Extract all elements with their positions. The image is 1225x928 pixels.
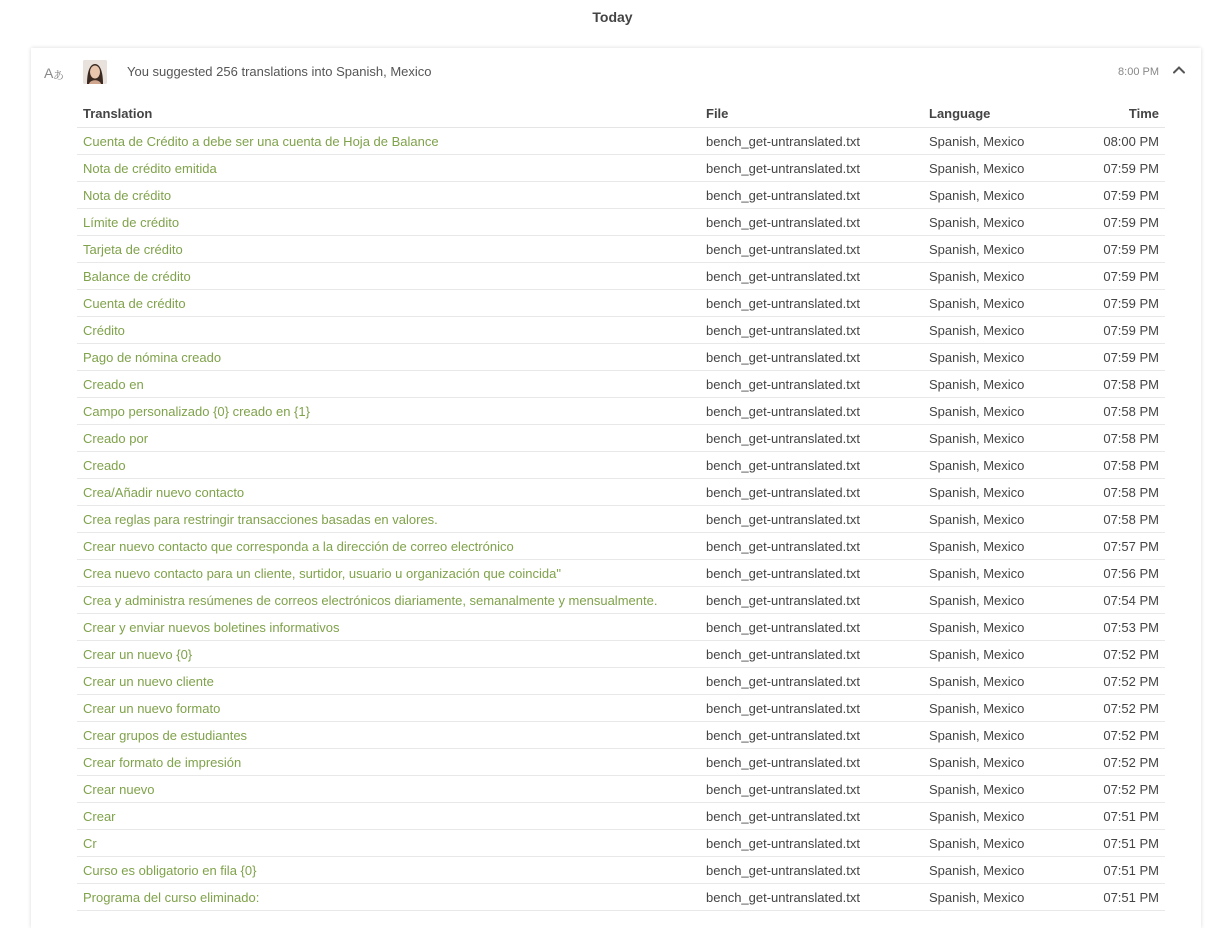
language-cell: Spanish, Mexico [923, 155, 1079, 182]
time-cell: 07:54 PM [1079, 587, 1165, 614]
table-row [77, 560, 1165, 587]
table-row [77, 668, 1165, 695]
table-row [77, 209, 1165, 236]
time-cell: 07:52 PM [1079, 641, 1165, 668]
time-cell: 07:58 PM [1079, 479, 1165, 506]
language-cell: Spanish, Mexico [923, 695, 1079, 722]
table-row [77, 128, 1165, 155]
table-row [77, 425, 1165, 452]
translation-link[interactable]: Creado por [77, 425, 700, 452]
table-row [77, 155, 1165, 182]
language-cell: Spanish, Mexico [923, 857, 1079, 884]
translation-link[interactable]: Creado [77, 452, 700, 479]
time-cell: 07:59 PM [1079, 290, 1165, 317]
time-cell: 07:53 PM [1079, 614, 1165, 641]
language-cell: Spanish, Mexico [923, 182, 1079, 209]
translation-link[interactable]: Crear un nuevo formato [77, 695, 700, 722]
file-cell: bench_get-untranslated.txt [700, 128, 923, 155]
translation-link[interactable]: Balance de crédito [77, 263, 700, 290]
translation-link[interactable]: Crea y administra resúmenes de correos electrónicos diariamente, semanalmente y mensualmente. [77, 587, 700, 614]
time-cell: 07:52 PM [1079, 695, 1165, 722]
file-cell: bench_get-untranslated.txt [700, 263, 923, 290]
language-cell: Spanish, Mexico [923, 452, 1079, 479]
time-cell: 07:52 PM [1079, 668, 1165, 695]
table-row [77, 803, 1165, 830]
table-row [77, 587, 1165, 614]
time-cell: 08:00 PM [1079, 128, 1165, 155]
language-cell: Spanish, Mexico [923, 317, 1079, 344]
time-cell: 07:58 PM [1079, 425, 1165, 452]
table-row [77, 749, 1165, 776]
translation-link[interactable]: Crear un nuevo cliente [77, 668, 700, 695]
time-cell: 07:52 PM [1079, 776, 1165, 803]
table-row [77, 884, 1165, 911]
language-cell: Spanish, Mexico [923, 209, 1079, 236]
language-cell: Spanish, Mexico [923, 236, 1079, 263]
file-cell: bench_get-untranslated.txt [700, 344, 923, 371]
translation-link[interactable]: Nota de crédito [77, 182, 700, 209]
table-row [77, 533, 1165, 560]
language-cell: Spanish, Mexico [923, 641, 1079, 668]
file-cell: bench_get-untranslated.txt [700, 182, 923, 209]
file-cell: bench_get-untranslated.txt [700, 776, 923, 803]
chevron-up-icon[interactable] [1171, 62, 1187, 78]
language-cell: Spanish, Mexico [923, 425, 1079, 452]
svg-text:A: A [44, 65, 54, 81]
language-cell: Spanish, Mexico [923, 398, 1079, 425]
file-cell: bench_get-untranslated.txt [700, 614, 923, 641]
language-cell: Spanish, Mexico [923, 506, 1079, 533]
translation-link[interactable]: Cr [77, 830, 700, 857]
column-header-language: Language [923, 100, 1079, 128]
file-cell: bench_get-untranslated.txt [700, 371, 923, 398]
table-row [77, 452, 1165, 479]
file-cell: bench_get-untranslated.txt [700, 803, 923, 830]
time-cell: 07:52 PM [1079, 722, 1165, 749]
language-cell: Spanish, Mexico [923, 749, 1079, 776]
activity-header [31, 48, 1201, 96]
file-cell: bench_get-untranslated.txt [700, 722, 923, 749]
file-cell: bench_get-untranslated.txt [700, 857, 923, 884]
table-row [77, 317, 1165, 344]
activity-summary: You suggested 256 translations into Spanish, Mexico [127, 64, 432, 79]
time-cell: 07:59 PM [1079, 182, 1165, 209]
translation-link[interactable]: Crear y enviar nuevos boletines informativos [77, 614, 700, 641]
file-cell: bench_get-untranslated.txt [700, 398, 923, 425]
translation-link[interactable]: Crea reglas para restringir transacciones basadas en valores. [77, 506, 700, 533]
time-cell: 07:59 PM [1079, 236, 1165, 263]
language-cell: Spanish, Mexico [923, 884, 1079, 911]
column-header-translation: Translation [77, 100, 700, 128]
table-row [77, 506, 1165, 533]
file-cell: bench_get-untranslated.txt [700, 587, 923, 614]
language-cell: Spanish, Mexico [923, 776, 1079, 803]
time-cell: 07:58 PM [1079, 371, 1165, 398]
file-cell: bench_get-untranslated.txt [700, 425, 923, 452]
language-cell: Spanish, Mexico [923, 371, 1079, 398]
column-header-time: Time [1079, 100, 1165, 128]
translation-link[interactable]: Campo personalizado {0} creado en {1} [77, 398, 700, 425]
table-row [77, 398, 1165, 425]
file-cell: bench_get-untranslated.txt [700, 749, 923, 776]
translation-link[interactable]: Creado en [77, 371, 700, 398]
translation-link[interactable]: Cuenta de Crédito a debe ser una cuenta de Hoja de Balance [77, 128, 700, 155]
translation-link[interactable]: Pago de nómina creado [77, 344, 700, 371]
table-header-row [77, 100, 1165, 128]
time-cell: 07:59 PM [1079, 344, 1165, 371]
avatar [83, 60, 107, 84]
time-cell: 07:51 PM [1079, 884, 1165, 911]
time-cell: 07:51 PM [1079, 803, 1165, 830]
translation-link[interactable]: Crear formato de impresión [77, 749, 700, 776]
language-cell: Spanish, Mexico [923, 587, 1079, 614]
time-cell: 07:56 PM [1079, 560, 1165, 587]
file-cell: bench_get-untranslated.txt [700, 884, 923, 911]
table-row [77, 614, 1165, 641]
translation-link[interactable]: Crea/Añadir nuevo contacto [77, 479, 700, 506]
file-cell: bench_get-untranslated.txt [700, 695, 923, 722]
activity-card [31, 48, 1201, 928]
table-row [77, 641, 1165, 668]
activity-time: 8:00 PM [1118, 66, 1159, 78]
translation-link[interactable]: Crear grupos de estudiantes [77, 722, 700, 749]
language-cell: Spanish, Mexico [923, 479, 1079, 506]
file-cell: bench_get-untranslated.txt [700, 668, 923, 695]
time-cell: 07:59 PM [1079, 209, 1165, 236]
file-cell: bench_get-untranslated.txt [700, 533, 923, 560]
file-cell: bench_get-untranslated.txt [700, 236, 923, 263]
time-cell: 07:51 PM [1079, 830, 1165, 857]
file-cell: bench_get-untranslated.txt [700, 209, 923, 236]
file-cell: bench_get-untranslated.txt [700, 290, 923, 317]
time-cell: 07:59 PM [1079, 263, 1165, 290]
language-cell: Spanish, Mexico [923, 668, 1079, 695]
table-row [77, 722, 1165, 749]
file-cell: bench_get-untranslated.txt [700, 155, 923, 182]
table-row [77, 182, 1165, 209]
time-cell: 07:58 PM [1079, 398, 1165, 425]
file-cell: bench_get-untranslated.txt [700, 560, 923, 587]
table-row [77, 830, 1165, 857]
language-cell: Spanish, Mexico [923, 263, 1079, 290]
time-cell: 07:59 PM [1079, 317, 1165, 344]
file-cell: bench_get-untranslated.txt [700, 317, 923, 344]
translation-link[interactable]: Crear un nuevo {0} [77, 641, 700, 668]
table-row [77, 479, 1165, 506]
table-row [77, 371, 1165, 398]
translation-link[interactable]: Límite de crédito [77, 209, 700, 236]
day-header: Today [592, 9, 633, 25]
language-cell: Spanish, Mexico [923, 560, 1079, 587]
translation-link[interactable]: Crear [77, 803, 700, 830]
table-row [77, 695, 1165, 722]
language-cell: Spanish, Mexico [923, 803, 1079, 830]
translation-link[interactable]: Cuenta de crédito [77, 290, 700, 317]
language-cell: Spanish, Mexico [923, 614, 1079, 641]
translation-link[interactable]: Nota de crédito emitida [77, 155, 700, 182]
time-cell: 07:58 PM [1079, 452, 1165, 479]
translation-link[interactable]: Programa del curso eliminado: [77, 884, 700, 911]
time-cell: 07:57 PM [1079, 533, 1165, 560]
language-cell: Spanish, Mexico [923, 128, 1079, 155]
file-cell: bench_get-untranslated.txt [700, 452, 923, 479]
time-cell: 07:59 PM [1079, 155, 1165, 182]
time-cell: 07:58 PM [1079, 506, 1165, 533]
translations-table [77, 100, 1165, 911]
language-cell: Spanish, Mexico [923, 344, 1079, 371]
language-cell: Spanish, Mexico [923, 722, 1079, 749]
translation-link[interactable]: Tarjeta de crédito [77, 236, 700, 263]
svg-text:あ: あ [53, 70, 64, 82]
time-cell: 07:52 PM [1079, 749, 1165, 776]
time-cell: 07:51 PM [1079, 857, 1165, 884]
column-header-file: File [700, 100, 923, 128]
translate-icon [44, 64, 64, 82]
language-cell: Spanish, Mexico [923, 290, 1079, 317]
translation-link[interactable]: Curso es obligatorio en fila {0} [77, 857, 700, 884]
translation-link[interactable]: Crea nuevo contacto para un cliente, surtidor, usuario u organización que coincida" [77, 560, 700, 587]
table-row [77, 236, 1165, 263]
file-cell: bench_get-untranslated.txt [700, 479, 923, 506]
table-row [77, 857, 1165, 884]
table-row [77, 776, 1165, 803]
file-cell: bench_get-untranslated.txt [700, 506, 923, 533]
table-row [77, 290, 1165, 317]
translation-link[interactable]: Crear nuevo [77, 776, 700, 803]
translation-link[interactable]: Crédito [77, 317, 700, 344]
file-cell: bench_get-untranslated.txt [700, 641, 923, 668]
translation-link[interactable]: Crear nuevo contacto que corresponda a la dirección de correo electrónico [77, 533, 700, 560]
table-row [77, 263, 1165, 290]
table-row [77, 344, 1165, 371]
language-cell: Spanish, Mexico [923, 533, 1079, 560]
file-cell: bench_get-untranslated.txt [700, 830, 923, 857]
language-cell: Spanish, Mexico [923, 830, 1079, 857]
